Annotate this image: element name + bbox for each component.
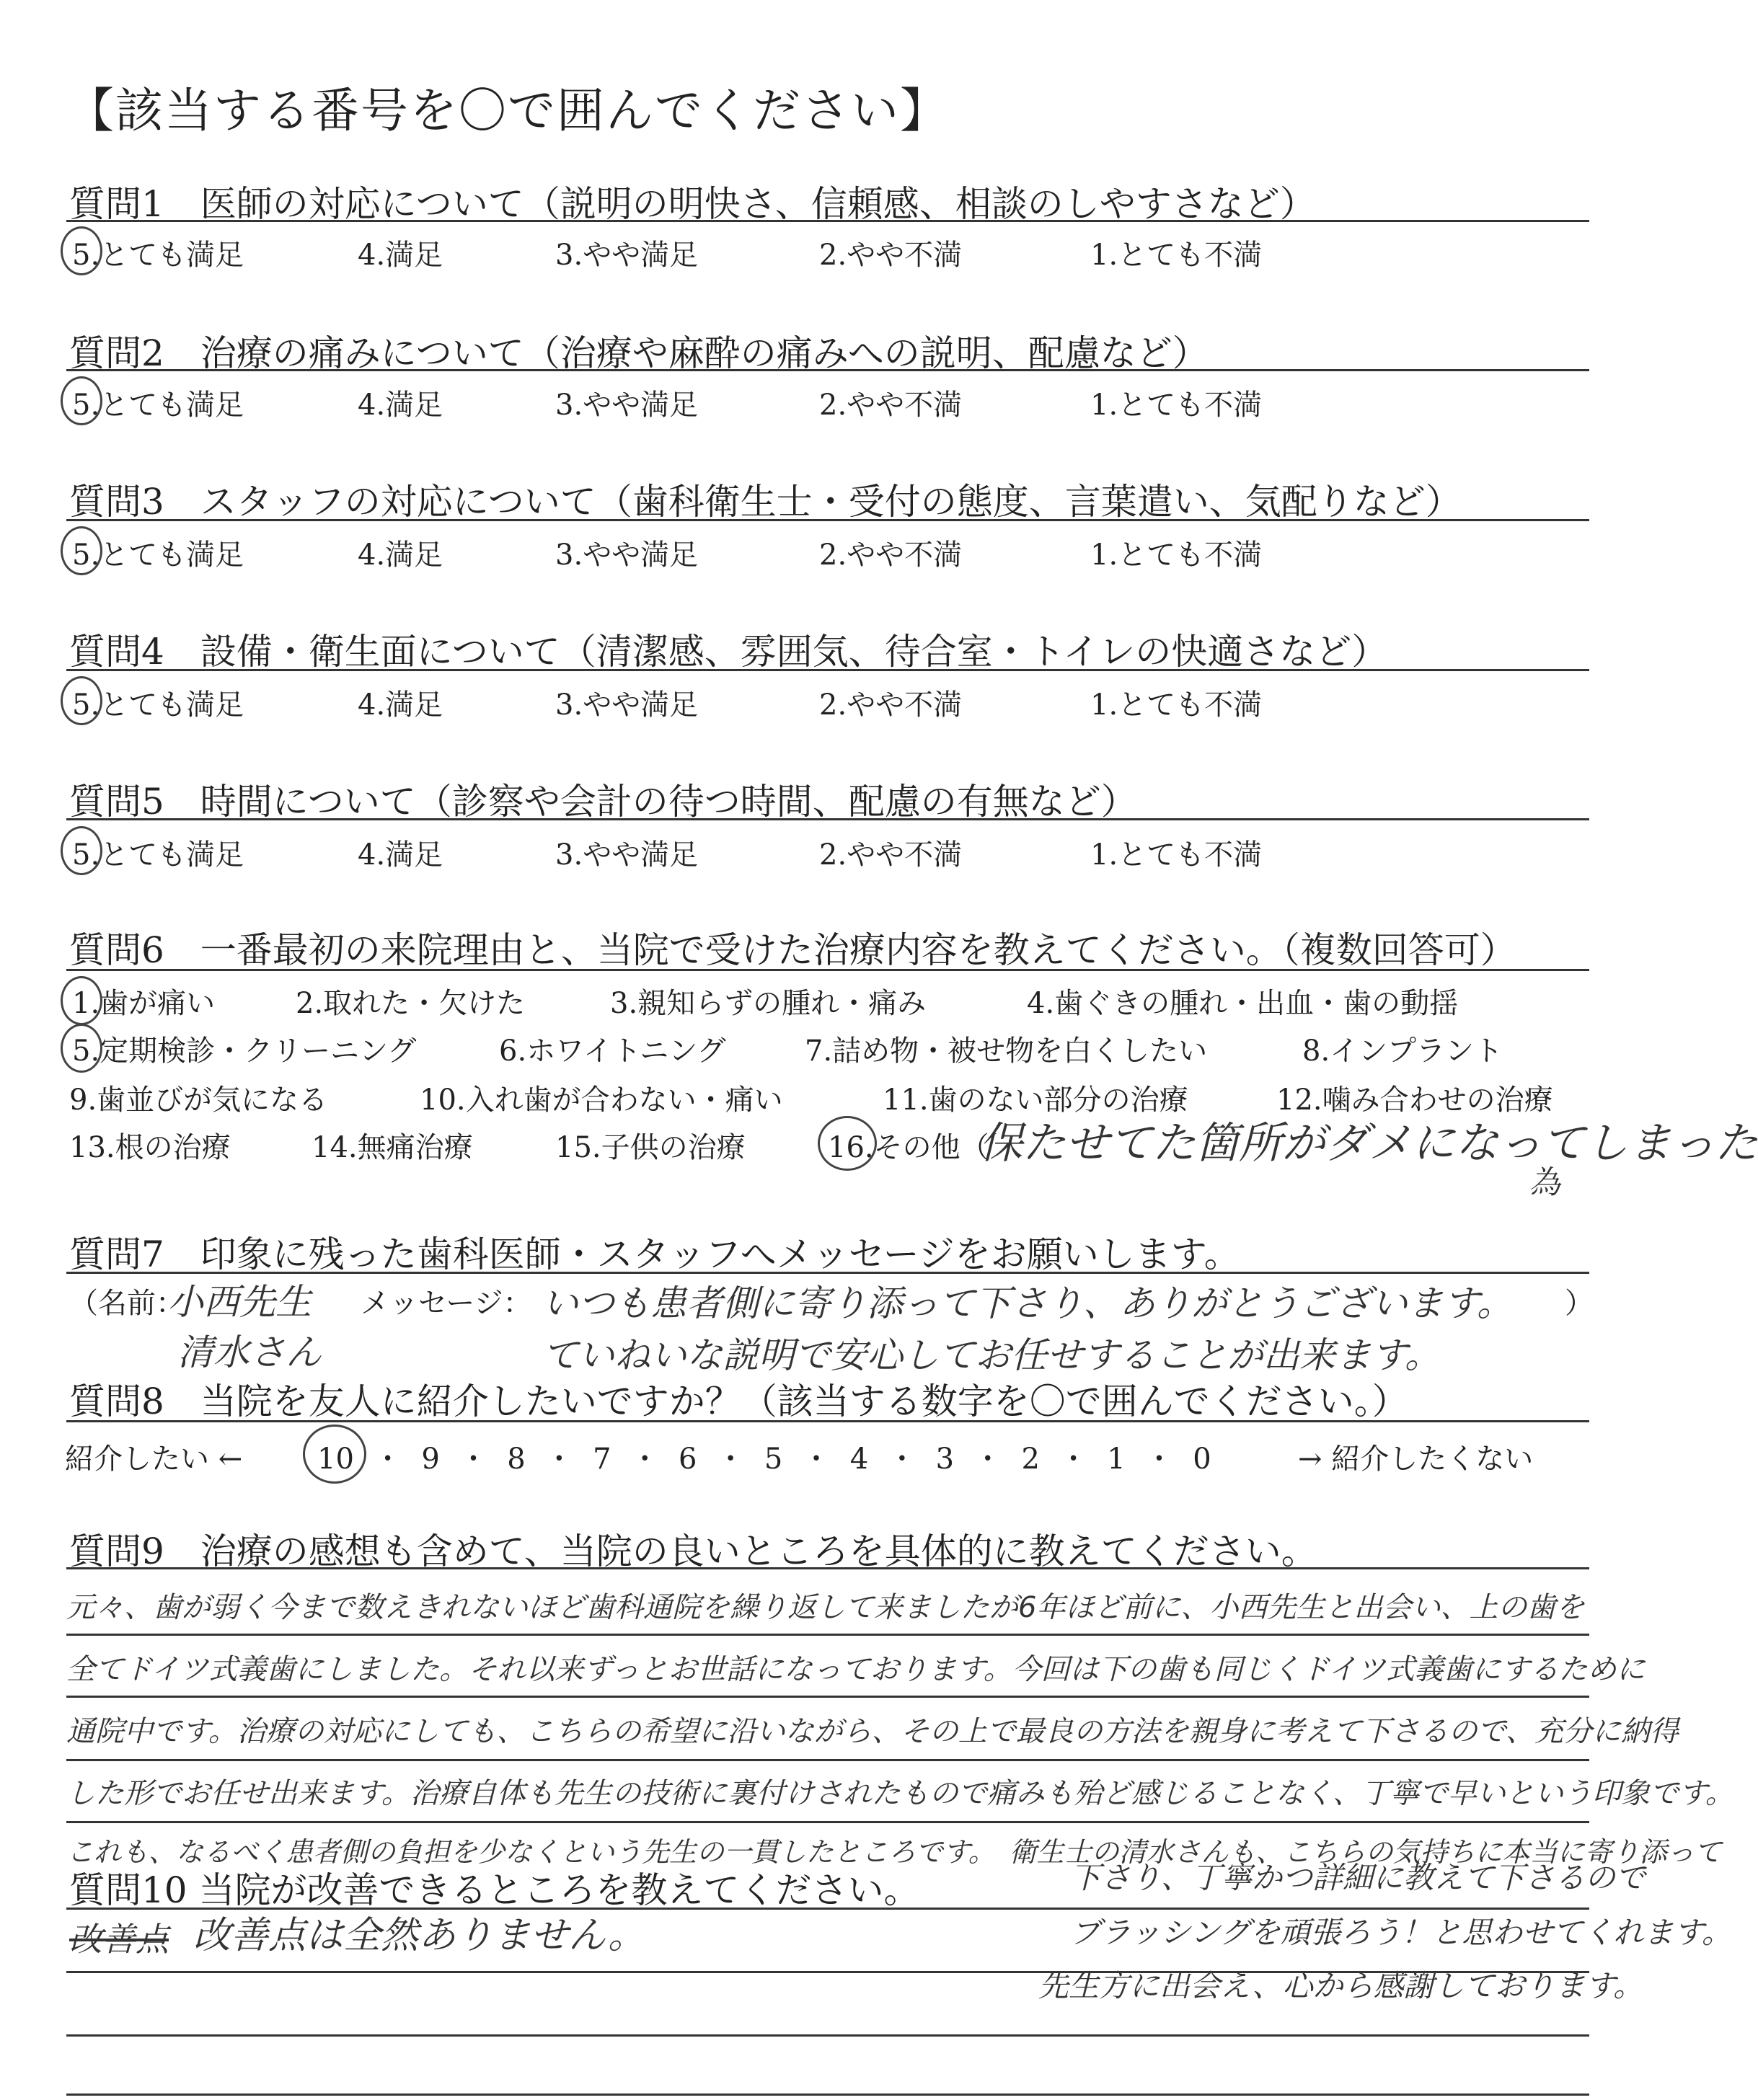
q7-message-line-2: ていねいな説明で安心してお任せすることが出来ます。 [542, 1334, 1441, 1376]
q5-option-4[interactable]: 4.満足 [358, 838, 443, 872]
q5-selection-circle [61, 826, 102, 875]
q9-continued-line-1: 下さり、丁寧かつ詳細に教えて下さるので [1070, 1860, 1646, 1895]
q5-option-3[interactable]: 3.やや満足 [555, 838, 699, 872]
q6-other-answer: 保たせてた箇所がダメになってしまった [979, 1118, 1758, 1169]
question-6-heading: 質問6 一番最初の来院理由と、当院で受けた治療内容を教えてください。（複数回答可） [69, 929, 1516, 971]
q8-scale[interactable]: 10 ・ 9 ・ 8 ・ 7 ・ 6 ・ 5 ・ 4 ・ 3 ・ 2 ・ 1 ・ 0 [317, 1443, 1211, 1476]
q6-option-6[interactable]: 6.ホワイトニング [499, 1035, 726, 1068]
question-8-rule [66, 1420, 1589, 1422]
question-4-heading: 質問4 設備・衛生面について（清潔感、雰囲気、待合室・トイレの快適さなど） [69, 631, 1388, 673]
q8-selection-circle [303, 1425, 366, 1484]
q6-other-answer-continued: 為 [1529, 1164, 1560, 1201]
q2-selection-circle [61, 376, 102, 425]
q10-answer: 改善点は全然ありません。 [193, 1914, 646, 1957]
question-6-rule [66, 969, 1589, 971]
q6-option-1[interactable]: 1.歯が痛い [72, 987, 216, 1020]
question-7-heading: 質問7 印象に残った歯科医師・スタッフへメッセージをお願いします。 [69, 1233, 1240, 1275]
q7-name-2: 清水さん [177, 1332, 322, 1373]
q3-option-3[interactable]: 3.やや満足 [555, 539, 699, 572]
q7-message-line-1: いつも患者側に寄り添って下さり、ありがとうございます。 [542, 1282, 1513, 1324]
q9-answer-line-1: 元々、歯が弱く今まで数えきれないほど歯科通院を繰り返して来ましたが6年ほど前に、小西先生と出会い、上の歯を [66, 1591, 1585, 1624]
q4-selection-circle [61, 676, 102, 725]
q2-option-2[interactable]: 2.やや不満 [819, 389, 963, 422]
question-9-heading: 質問9 治療の感想も含めて、当院の良いところを具体的に教えてください。 [69, 1530, 1317, 1572]
question-2-rule [66, 369, 1589, 371]
q10-line-rule-2 [66, 2034, 1589, 2037]
q3-option-2[interactable]: 2.やや不満 [819, 539, 963, 572]
q8-right-label: → 紹介したくない [1298, 1443, 1534, 1476]
q1-option-2[interactable]: 2.やや不満 [819, 239, 963, 272]
question-10-heading: 質問10 当院が改善できるところを教えてください。 [69, 1869, 920, 1911]
q9-line-rule-2 [66, 1696, 1589, 1698]
q3-option-4[interactable]: 4.満足 [358, 539, 443, 572]
q7-message-label: メッセージ： [361, 1287, 532, 1320]
question-3-rule [66, 519, 1589, 521]
q6-option-9[interactable]: 9.歯並びが気になる [69, 1084, 328, 1117]
q9-answer-line-4: した形でお任せ出来ます。治療自体も先生の技術に裏付けされたもので痛みも殆ど感じることなく、丁寧で早いという印象です。 [66, 1777, 1734, 1810]
q2-option-4[interactable]: 4.満足 [358, 389, 443, 422]
question-2-heading: 質問2 治療の痛みについて（治療や麻酔の痛みへの説明、配慮など） [69, 332, 1209, 374]
q1-selection-circle [61, 226, 102, 275]
q7-name-label: （名前： [69, 1287, 185, 1320]
q4-option-3[interactable]: 3.やや満足 [555, 688, 699, 722]
q6-option-3[interactable]: 3.親知らずの腫れ・痛み [610, 987, 927, 1020]
question-1-rule [66, 220, 1589, 222]
q3-selection-circle [61, 526, 102, 575]
q6-option-14[interactable]: 14.無痛治療 [312, 1131, 473, 1164]
q4-option-2[interactable]: 2.やや不満 [819, 688, 963, 722]
question-8-heading: 質問8 当院を友人に紹介したいですか？（該当する数字を〇で囲んでください。） [69, 1381, 1408, 1422]
q2-option-1[interactable]: 1.とても不満 [1090, 389, 1263, 422]
q9-answer-line-5: これも、なるべく患者側の負担を少なくという先生の一貫したところです。 衛生士の清水さんも、こちらの気持ちに本当に寄り添って [66, 1836, 1722, 1868]
q6-selection-circle-5 [61, 1024, 102, 1073]
question-3-heading: 質問3 スタッフの対応について（歯科衛生士・受付の態度、言葉遣い、気配りなど） [69, 481, 1462, 523]
q6-option-16[interactable]: 16.その他（ [828, 1131, 989, 1164]
question-5-rule [66, 818, 1589, 820]
q9-answer-line-2: 全てドイツ式義歯にしました。それ以来ずっとお世話になっております。今回は下の歯も同じくドイツ式義歯にするために [66, 1653, 1646, 1686]
q6-option-4[interactable]: 4.歯ぐきの腫れ・出血・歯の動揺 [1027, 987, 1459, 1020]
q3-option-1[interactable]: 1.とても不満 [1090, 539, 1263, 572]
q6-option-15[interactable]: 15.子供の治療 [555, 1131, 746, 1164]
q5-option-5[interactable]: 5.とても満足 [72, 838, 244, 872]
q8-left-label: 紹介したい ← [65, 1443, 243, 1476]
q6-option-12[interactable]: 12.噛み合わせの治療 [1276, 1084, 1553, 1117]
q10-line-rule-3 [66, 2094, 1589, 2096]
q6-selection-circle-16 [818, 1116, 877, 1171]
q6-option-2[interactable]: 2.取れた・欠けた [296, 987, 526, 1020]
q6-option-10[interactable]: 10.入れ歯が合わない・痛い [420, 1084, 783, 1117]
q9-continued-line-3: 先生方に出会え、心から感謝しております。 [1038, 1968, 1644, 2003]
page-title: 【該当する番号を〇で囲んでください】 [66, 83, 949, 138]
q6-option-13[interactable]: 13.根の治療 [69, 1131, 231, 1164]
q9-line-rule-1 [66, 1634, 1589, 1636]
q1-option-4[interactable]: 4.満足 [358, 239, 443, 272]
q9-line-rule-4 [66, 1821, 1589, 1823]
question-4-rule [66, 669, 1589, 671]
question-9-rule [66, 1567, 1589, 1569]
q5-option-2[interactable]: 2.やや不満 [819, 838, 963, 872]
question-5-heading: 質問5 時間について（診察や会計の待つ時間、配慮の有無など） [69, 781, 1137, 823]
q6-option-5[interactable]: 5.定期検診・クリーニング [72, 1035, 417, 1068]
q6-option-7[interactable]: 7.詰め物・被せ物を白くしたい [805, 1035, 1208, 1068]
q1-option-5[interactable]: 5.とても満足 [72, 239, 244, 272]
q4-option-5[interactable]: 5.とても満足 [72, 688, 244, 722]
q7-name-1: 小西先生 [167, 1281, 312, 1323]
q1-option-1[interactable]: 1.とても不満 [1090, 239, 1263, 272]
q5-option-1[interactable]: 1.とても不満 [1090, 838, 1263, 872]
question-1-heading: 質問1 医師の対応について（説明の明快さ、信頼感、相談のしやすさなど） [69, 183, 1316, 225]
q6-option-11[interactable]: 11.歯のない部分の治療 [883, 1084, 1188, 1117]
q6-option-8[interactable]: 8.インプラント [1302, 1035, 1503, 1068]
q4-option-1[interactable]: 1.とても不満 [1090, 688, 1263, 722]
q3-option-5[interactable]: 5.とても満足 [72, 539, 244, 572]
q9-answer-line-3: 通院中です。治療の対応にしても、こちらの希望に沿いながら、その上で最良の方法を親身に考えて下さるので、充分に納得 [66, 1715, 1679, 1748]
q9-line-rule-3 [66, 1759, 1589, 1761]
q10-struck-text: 改善点 [69, 1920, 169, 1959]
q1-option-3[interactable]: 3.やや満足 [555, 239, 699, 272]
q7-close-paren: ） [1565, 1287, 1594, 1320]
q6-selection-circle-1 [61, 976, 102, 1025]
q9-continued-line-2: ブラッシングを頑張ろう！と思わせてくれます。 [1070, 1915, 1732, 1950]
q2-option-5[interactable]: 5.とても満足 [72, 389, 244, 422]
q4-option-4[interactable]: 4.満足 [358, 688, 443, 722]
q2-option-3[interactable]: 3.やや満足 [555, 389, 699, 422]
